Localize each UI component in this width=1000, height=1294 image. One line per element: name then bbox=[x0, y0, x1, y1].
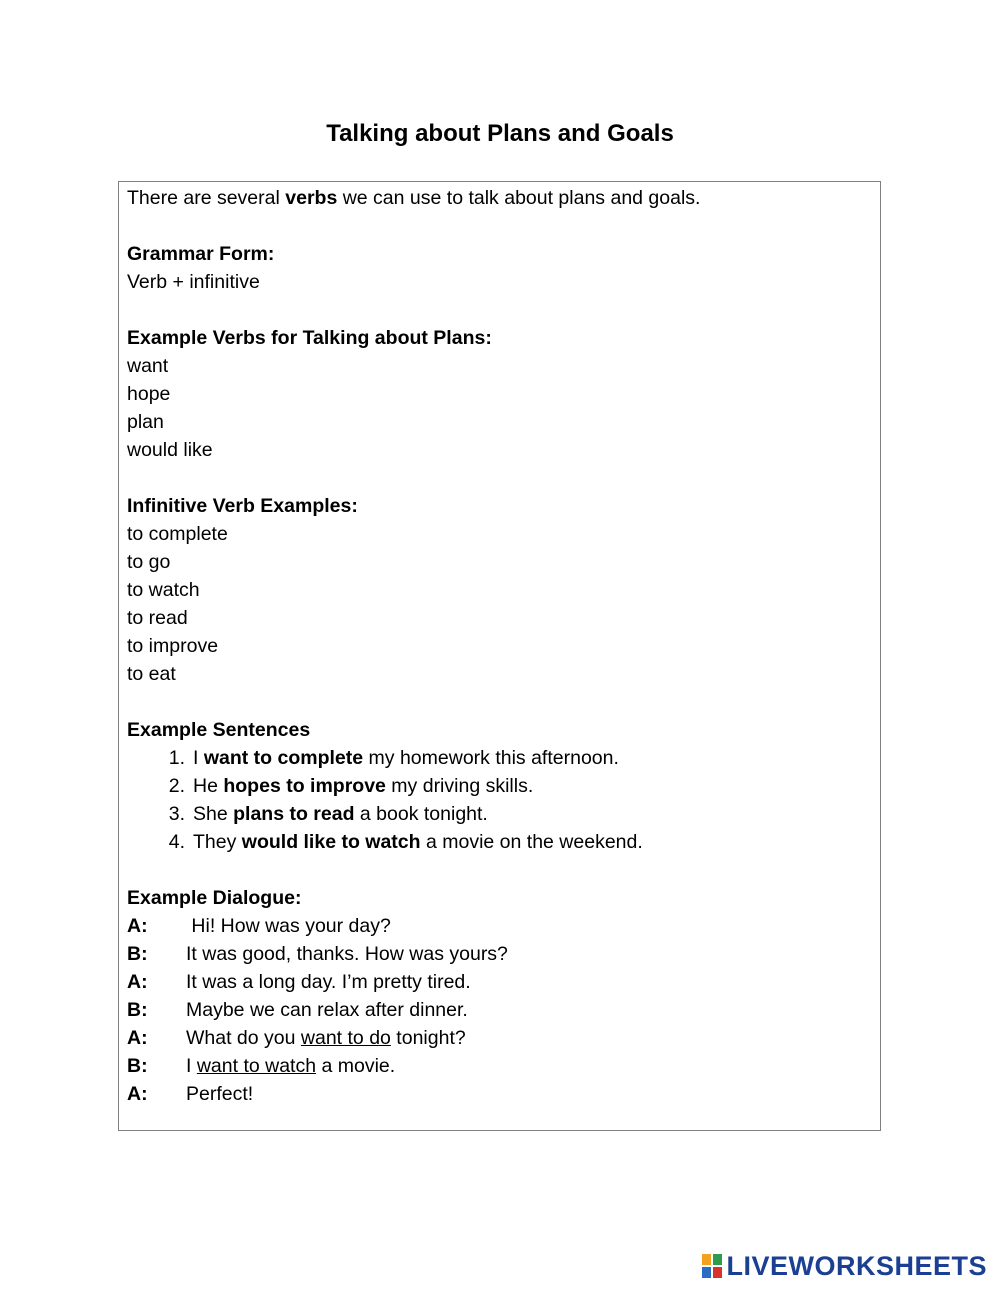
sentence-text: They bbox=[193, 831, 242, 853]
dialogue-underline: want to do bbox=[300, 1027, 391, 1049]
sentence-text: She bbox=[193, 803, 234, 825]
dialogue-line bbox=[127, 968, 872, 996]
sentence-number: 2. bbox=[168, 775, 185, 797]
intro-text-end: we can use to talk about plans and goals. bbox=[337, 187, 701, 209]
dialogue-line bbox=[127, 940, 872, 968]
plan-verbs-heading: Example Verbs for Talking about Plans: bbox=[127, 327, 492, 349]
intro-line bbox=[127, 184, 872, 212]
list-item: to improve bbox=[127, 635, 219, 657]
sentence-item bbox=[127, 828, 872, 856]
dialogue-line bbox=[127, 1080, 872, 1108]
dialogue-line bbox=[127, 912, 872, 940]
sentence-number: 1. bbox=[168, 747, 185, 769]
dialogue-underline: want to watch bbox=[196, 1055, 317, 1077]
logo-text: LIVEWORKSHEETS bbox=[726, 1250, 987, 1281]
dialogue-text-end: a movie. bbox=[316, 1055, 396, 1077]
sentence-text-end: a movie on the weekend. bbox=[420, 831, 643, 853]
dialogue-line bbox=[127, 1052, 872, 1080]
page-title: Talking about Plans and Goals bbox=[326, 120, 674, 147]
sentence-text-end: my homework this afternoon. bbox=[363, 747, 619, 769]
sentence-text-end: my driving skills. bbox=[385, 775, 534, 797]
dialogue-text: I bbox=[186, 1055, 197, 1077]
dialogue-text: It was good, thanks. How was yours? bbox=[186, 943, 508, 965]
speaker-label: B: bbox=[127, 999, 148, 1021]
sentence-item bbox=[127, 800, 872, 828]
sentence-text: He bbox=[193, 775, 224, 797]
speaker-label: B: bbox=[127, 943, 148, 965]
content-box bbox=[118, 181, 881, 1131]
dialogue-line bbox=[127, 1024, 872, 1052]
sentence-text: I bbox=[193, 747, 204, 769]
list-item: hope bbox=[127, 383, 171, 405]
sentence-item bbox=[127, 772, 872, 800]
dialogue-text: Hi! How was your day? bbox=[186, 915, 391, 937]
liveworksheets-logo-icon bbox=[702, 1254, 722, 1278]
speaker-label: A: bbox=[127, 971, 148, 993]
list-item: to read bbox=[127, 607, 188, 629]
list-item: want bbox=[127, 355, 169, 377]
speaker-label: B: bbox=[127, 1055, 148, 1077]
list-item: would like bbox=[127, 439, 213, 461]
intro-bold: verbs bbox=[285, 187, 338, 209]
sentences-heading: Example Sentences bbox=[127, 719, 311, 741]
list-item: to eat bbox=[127, 663, 176, 685]
sentence-item bbox=[127, 744, 872, 772]
sentence-text-end: a book tonight. bbox=[354, 803, 488, 825]
list-item: to go bbox=[127, 551, 171, 573]
speaker-label: A: bbox=[127, 1027, 148, 1049]
grammar-heading: Grammar Form: bbox=[127, 243, 275, 265]
speaker-label: A: bbox=[127, 915, 148, 937]
dialogue-text: What do you bbox=[186, 1027, 301, 1049]
dialogue-line bbox=[127, 996, 872, 1024]
dialogue-text: It was a long day. I’m pretty tired. bbox=[186, 971, 471, 993]
list-item: to complete bbox=[127, 523, 228, 545]
intro-text: There are several bbox=[127, 187, 286, 209]
dialogue-text-end: tonight? bbox=[390, 1027, 466, 1049]
grammar-form: Verb + infinitive bbox=[127, 271, 260, 293]
dialogue-text: Maybe we can relax after dinner. bbox=[186, 999, 468, 1021]
liveworksheets-logo bbox=[702, 1252, 987, 1280]
dialogue-text: Perfect! bbox=[186, 1083, 254, 1105]
sentence-bold: would like to watch bbox=[241, 831, 421, 853]
sentence-number: 3. bbox=[168, 803, 185, 825]
sentence-bold: hopes to improve bbox=[223, 775, 386, 797]
speaker-label: A: bbox=[127, 1083, 148, 1105]
list-item: plan bbox=[127, 411, 164, 433]
infinitives-heading: Infinitive Verb Examples: bbox=[127, 495, 358, 517]
sentence-bold: want to complete bbox=[203, 747, 364, 769]
sentence-number: 4. bbox=[168, 831, 185, 853]
list-item: to watch bbox=[127, 579, 200, 601]
sentence-bold: plans to read bbox=[233, 803, 355, 825]
dialogue-heading: Example Dialogue: bbox=[127, 887, 302, 909]
